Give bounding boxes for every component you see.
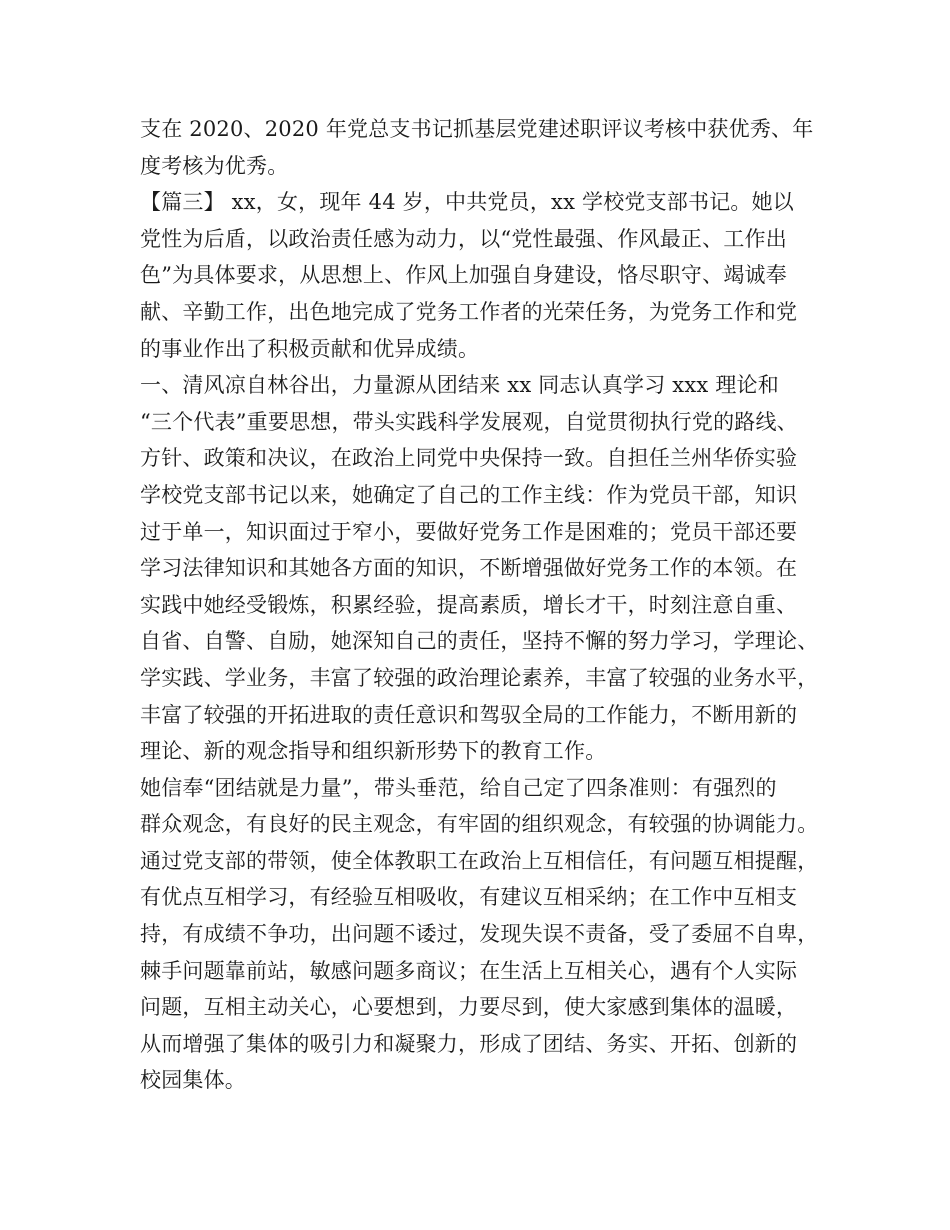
text-line: 学实践、学业务，丰富了较强的政治理论素养，丰富了较强的业务水平，	[140, 665, 819, 690]
text-line: 群众观念，有良好的民主观念，有牢固的组织观念，有较强的协调能力。	[140, 812, 819, 837]
text-line: 一、清风凉自林谷出，力量源从团结来 xx 同志认真学习 xxx 理论和	[140, 373, 779, 398]
text-line: 学校党支部书记以来，她确定了自己的工作主线：作为党员干部，知识	[140, 482, 798, 507]
text-line: 持，有成绩不争功，出问题不诿过，发现失误不责备，受了委屈不自卑，	[140, 922, 819, 947]
text-line: 过于单一，知识面过于窄小，要做好党务工作是困难的；党员干部还要	[140, 519, 798, 544]
text-line: “三个代表”重要思想，带头实践科学发展观，自觉贯彻执行党的路线、	[140, 409, 798, 434]
text-line: 自省、自警、自励，她深知自己的责任，坚持不懈的努力学习，学理论、	[140, 629, 819, 654]
text-line: 有优点互相学习，有经验互相吸收，有建议互相采纳；在工作中互相支	[140, 885, 798, 910]
text-line: 支在 2020、2020 年党总支书记抓基层党建述职评议考核中获优秀、年	[140, 117, 814, 141]
text-line: 色”为具体要求，从思想上、作风上加强自身建设，恪尽职守、竭诚奉	[140, 263, 787, 288]
text-line: 献、辛勤工作，出色地完成了党务工作者的光荣任务，为党务工作和党	[140, 299, 798, 324]
text-line: 通过党支部的带领，使全体教职工在政治上互相信任，有问题互相提醒，	[140, 848, 819, 873]
text-line: 丰富了较强的开拓进取的责任意识和驾驭全局的工作能力，不断用新的	[140, 702, 798, 727]
text-line: 学习法律知识和其她各方面的知识，不断增强做好党务工作的本领。在	[140, 556, 798, 581]
text-line: 的事业作出了积极贡献和优异成绩。	[140, 336, 480, 361]
text-line: 【篇三】 xx，女，现年 44 岁，中共党员，xx 学校党支部书记。她以	[140, 190, 794, 215]
text-line: 方针、政策和决议，在政治上同党中央保持一致。自担任兰州华侨实验	[140, 446, 798, 471]
text-line: 从而增强了集体的吸引力和凝聚力，形成了团结、务实、开拓、创新的	[140, 1031, 798, 1056]
text-line: 度考核为优秀。	[140, 153, 289, 178]
document-body	[140, 111, 830, 1099]
text-line: 问题，互相主动关心，心要想到，力要尽到，使大家感到集体的温暖，	[140, 995, 798, 1020]
text-line: 理论、新的观念指导和组织新形势下的教育工作。	[140, 739, 607, 764]
text-line: 她信奉“团结就是力量”，带头垂范，给自己定了四条准则：有强烈的	[140, 775, 777, 800]
text-line: 棘手问题靠前站，敏感问题多商议；在生活上互相关心，遇有个人实际	[140, 958, 798, 983]
text-line: 党性为后盾，以政治责任感为动力，以“党性最强、作风最正、工作出	[140, 226, 787, 251]
text-line: 校园集体。	[140, 1068, 246, 1093]
text-line: 实践中她经受锻炼，积累经验，提高素质，增长才干，时刻注意自重、	[140, 592, 798, 617]
